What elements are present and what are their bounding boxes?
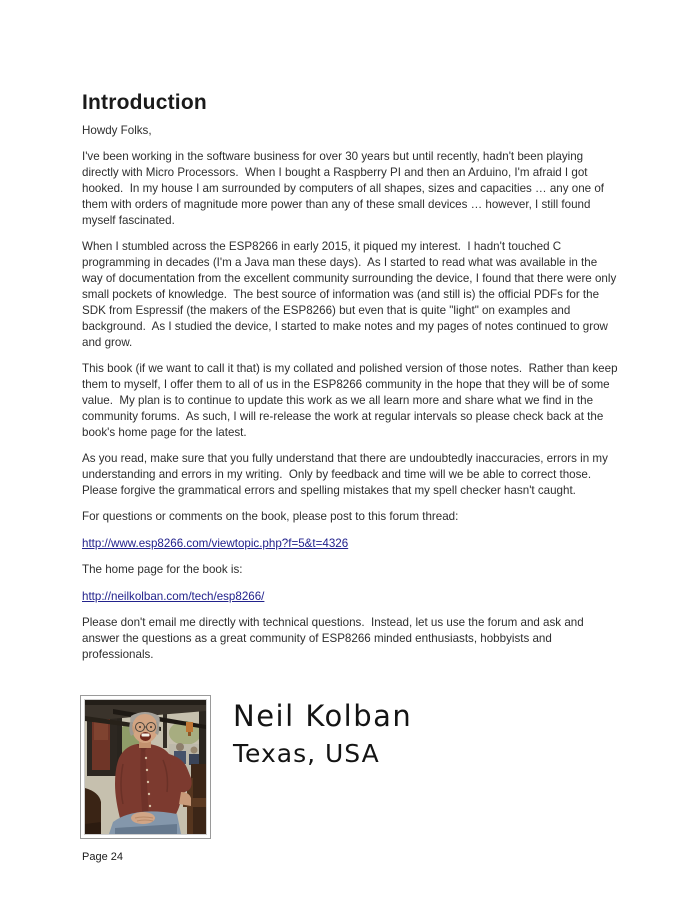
paragraph-book-purpose: This book (if we want to call it that) is my collated and polished version of those notes. Rather than keep them to myself, I offer them to all of us in the ESP8266 community in the hope that they will be of some value. My plan is to continue to update this work as we all learn more and share what we find in the community forums. As such, I will re-release the work at regular intervals so please check back at the book's home page for the latest.: [82, 362, 621, 439]
author-photo: [80, 695, 211, 839]
greeting: Howdy Folks,: [82, 124, 152, 137]
paragraph-intro: I've been working in the software business for over 30 years but until recently, hadn't been playing directly with Micro Processors. When I bought a Raspberry PI and then an Arduino, I'm afraid I got hooked. In my house I am surrounded by computers of all shapes, sizes and capacities … any one of them with orders of magnitude more power than any of these small devices … however, I still found myself fascinated.: [82, 150, 608, 227]
forum-thread-link[interactable]: http://www.esp8266.com/viewtopic.php?f=5&t=4326: [82, 537, 349, 550]
author-block: [80, 695, 619, 839]
page-number: Page 24: [82, 851, 123, 863]
paragraph-esp8266-discovery: When I stumbled across the ESP8266 in early 2015, it piqued my interest. I hadn't touched C programming in decades (I'm a Java man these days). As I started to read what was available in the way of documentation from the excellent community surrounding the device, I found that there were only small pockets of knowledge. The best source of information was (and still is) the official PDFs for the SDK from Espressif (the makers of the ESP8266) but even that is quite "light" on examples and background. As I studied the device, I started to make notes and my pages of notes continued to grow and grow.: [82, 240, 620, 349]
document-content: [82, 91, 619, 839]
book-homepage-link[interactable]: http://neilkolban.com/tech/esp8266/: [82, 590, 265, 603]
forum-link-line: [82, 535, 619, 552]
paragraph-closing: Please don't email me directly with technical questions. Instead, let us use the forum and ask and answer the questions as a great community of ESP8266 minded enthusiasts, hobbyists and professionals.: [82, 616, 587, 661]
author-name: Neil Kolban: [233, 699, 413, 733]
forum-prompt: For questions or comments on the book, please post to this forum thread:: [82, 510, 459, 523]
homepage-prompt: The home page for the book is:: [82, 563, 243, 576]
page-title: Introduction: [82, 91, 207, 114]
author-signature: [233, 695, 412, 769]
homepage-link-line: [82, 588, 619, 605]
paragraph-errata: As you read, make sure that you fully understand that there are undoubtedly inaccuracies, errors in my understanding and errors in my writing. Only by feedback and time will we be able to correct those. Please forgive the grammatical errors and spelling mistakes that my spell checker hasn't caught.: [82, 452, 612, 497]
author-photo-image: [84, 699, 207, 835]
author-location: Texas, USA: [233, 739, 380, 768]
